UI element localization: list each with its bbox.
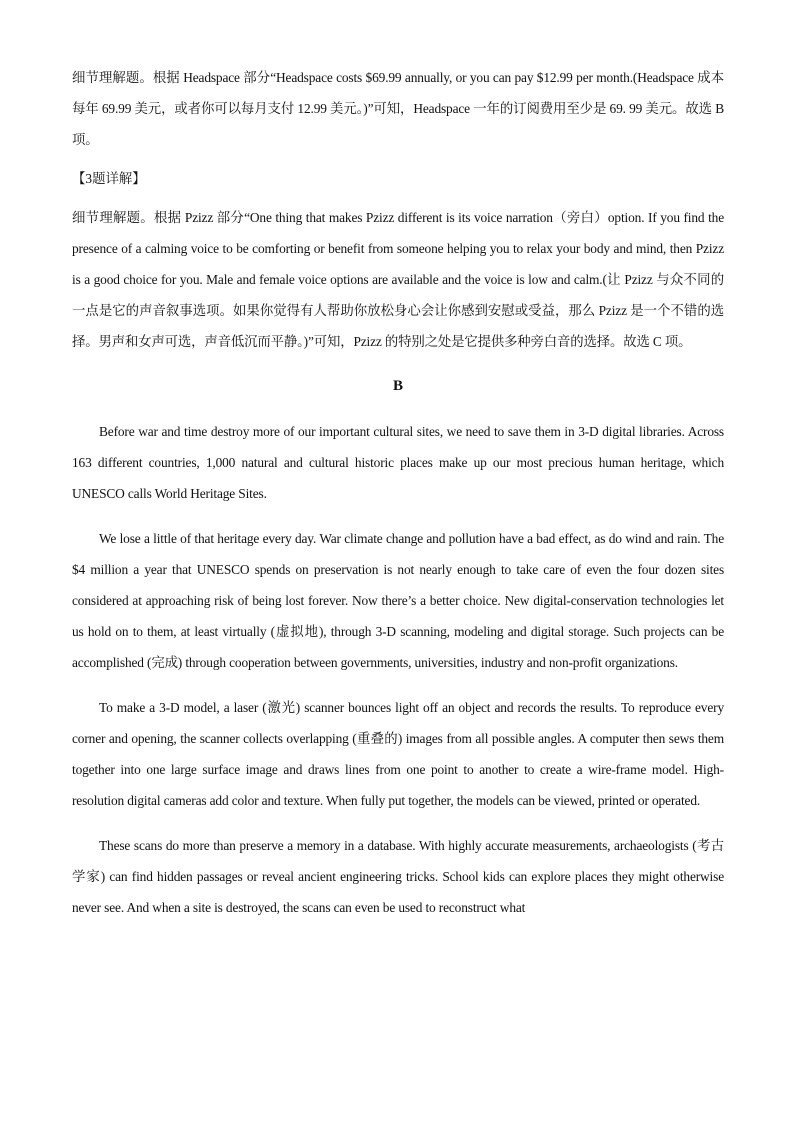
q3-explanation: 细节理解题。根据 Pzizz 部分“One thing that makes Pzizz different is its voice narration（旁白）option. If you find the presence of a calming voice to be comforting or benefit from someone helping you to relax your body and mind, then Pzizz is a good choice for you. Male and female voice options are available and the voice is low and calm.(让 Pzizz 与众不同的一点是它的声音叙事选项。如果你觉得有人帮助你放松身心会让你感到安慰或受益，那么 Pzizz 是一个不错的选择。男声和女声可选，声音低沉而平静。)”可知，Pzizz 的特别之处是它提供多种旁白音的选择。故选 C 项。 (72, 210, 724, 349)
document-page (72, 62, 724, 923)
passage-paragraph-2: We lose a little of that heritage every day. War climate change and pollution have a bad effect, as do wind and rain. The $4 million a year that UNESCO spends on preservation is not nearly enough to take care of even the four dozen sites considered at approaching risk of being lost forever. Now there’s a better choice. New digital-conservation technologies let us hold on to them, at least virtually (虚拟地), through 3-D scanning, modeling and digital storage. Such projects can be accomplished (完成) through cooperation between governments, universities, industry and non-profit organizations. (72, 531, 724, 670)
section-b-title: B (392, 378, 403, 394)
q2-explanation: 细节理解题。根据 Headspace 部分“Headspace costs $69.99 annually, or you can pay $12.99 per month.(Headspace 成本每年 69.99 美元，或者你可以每月支付 12.99 美元。)”可知，Headspace 一年的订阅费用至少是 69. 99 美元。故选 B 项。 (72, 70, 724, 147)
passage-paragraph-3: To make a 3-D model, a laser (激光) scanner bounces light off an object and records the results. To reproduce every corner and opening, the scanner collects overlapping (重叠的) images from all possible angles. A computer then sews them together into one large surface image and draws lines from one point to another to create a wire-frame model. High-resolution digital cameras add color and texture. When fully put together, the models can be viewed, printed or operated. (72, 700, 724, 808)
passage-paragraph-1: Before war and time destroy more of our important cultural sites, we need to save them in 3-D digital libraries. Across 163 different countries, 1,000 natural and cultural historic places make up our most precious human heritage, which UNESCO calls World Heritage Sites. (72, 424, 724, 501)
passage-paragraph-4: These scans do more than preserve a memory in a database. With highly accurate measurements, archaeologists (考古学家) can find hidden passages or reveal ancient engineering tricks. School kids can explore places they might otherwise never see. And when a site is destroyed, the scans can even be used to reconstruct what (72, 838, 724, 915)
q3-heading: 【3题详解】 (72, 171, 146, 186)
